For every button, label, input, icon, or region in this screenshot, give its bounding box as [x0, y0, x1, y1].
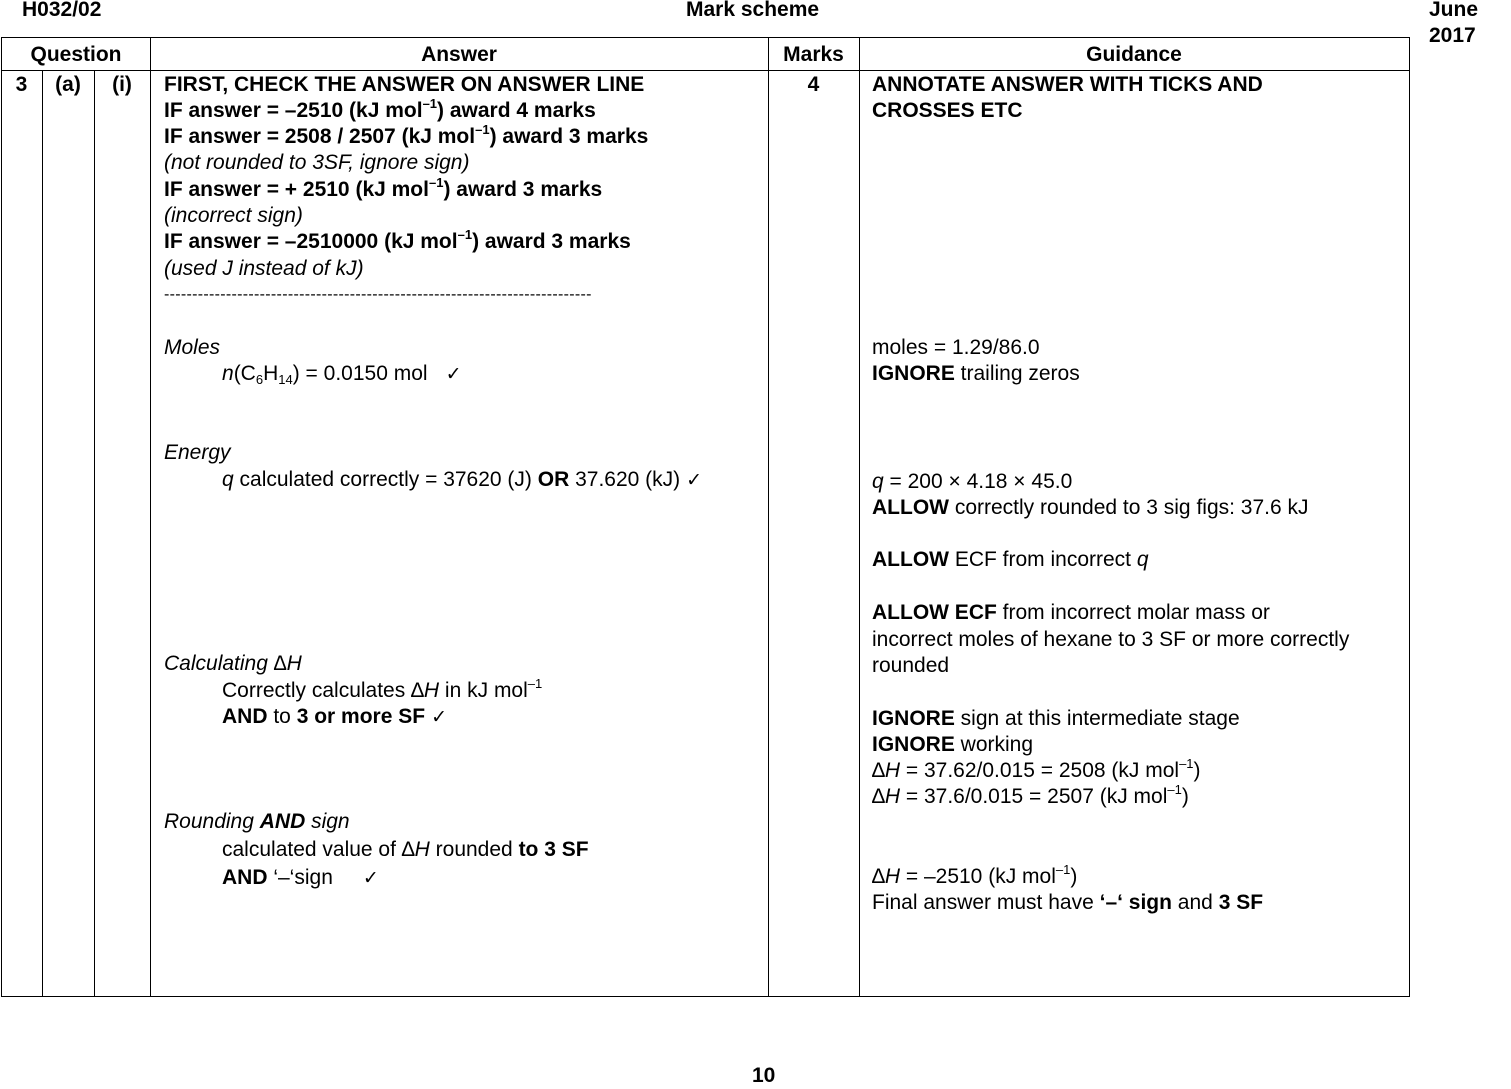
table-header-divider	[1, 70, 1410, 71]
answer-check-line: FIRST, CHECK THE ANSWER ON ANSWER LINE	[164, 73, 645, 96]
guidance-ignore-zeros: IGNORE trailing zeros	[872, 362, 1080, 385]
guidance-ignore-sign: IGNORE sign at this intermediate stage	[872, 707, 1240, 730]
table-border-right	[1409, 37, 1410, 997]
guidance-allow-ecf-line1: ALLOW ECF from incorrect molar mass or	[872, 601, 1270, 624]
guidance-allow-ecf-line2: incorrect moles of hexane to 3 SF or more correctly	[872, 628, 1350, 651]
tick-icon: ✓	[431, 707, 447, 728]
guidance-allow-rounded: ALLOW correctly rounded to 3 sig figs: 37.6 kJ	[872, 496, 1309, 519]
delta-h-heading: Calculating ∆H	[164, 652, 302, 675]
table-border-left	[1, 37, 2, 997]
guidance-allow-ecf-q: ALLOW ECF from incorrect q	[872, 548, 1149, 571]
column-header-guidance: Guidance	[1086, 43, 1182, 66]
answer-separator: ----------------------------------------------------------------------------	[164, 286, 592, 303]
column-header-marks: Marks	[783, 43, 844, 66]
document-date: June 2017	[1429, 0, 1479, 47]
answer-note-unrounded: (not rounded to 3SF, ignore sign)	[164, 151, 470, 174]
guidance-annotate-line1: ANNOTATE ANSWER WITH TICKS AND	[872, 73, 1263, 96]
table-border-top	[1, 37, 1410, 38]
col-divider	[150, 37, 151, 997]
guidance-allow-ecf-line3: rounded	[872, 654, 950, 677]
page-number: 10	[752, 1064, 776, 1087]
energy-heading: Energy	[164, 441, 231, 464]
document-code: H032/02	[22, 0, 102, 21]
table-border-bottom	[1, 996, 1410, 997]
answer-if-4-marks: IF answer = –2510 (kJ mol$^{-1}$) award 4 marks	[164, 96, 596, 122]
delta-h-line2: AND to 3 or more SF ✓	[222, 705, 447, 728]
tick-icon: ✓	[686, 470, 703, 491]
col-divider	[42, 70, 43, 997]
marks-value: 4	[807, 73, 820, 96]
guidance-final-value: ∆H = –2510 (kJ mol$^{-1}$)	[872, 862, 1078, 888]
answer-if-unrounded: IF answer = 2508 / 2507 (kJ mol$^{-1}$) award 3 marks	[164, 122, 649, 148]
rounding-line2: AND ‘–‘sign ✓	[222, 866, 379, 889]
moles-heading: Moles	[164, 336, 221, 359]
energy-statement: q calculated correctly = 37620 (J) OR 37.620 (kJ) ✓	[222, 468, 703, 491]
delta-h-line1: Correctly calculates ∆H in kJ mol$^{-1}$	[222, 676, 543, 702]
tick-icon: ✓	[445, 364, 462, 385]
tick-icon: ✓	[362, 868, 379, 889]
answer-if-joules: IF answer = –2510000 (kJ mol$^{-1}$) award 3 marks	[164, 227, 631, 253]
answer-note-wrong-sign: (incorrect sign)	[164, 204, 303, 227]
col-divider	[94, 70, 95, 997]
rounding-heading: Rounding AND sign	[164, 810, 350, 833]
question-number: 3	[15, 73, 28, 96]
column-header-answer: Answer	[421, 43, 497, 66]
document-title: Mark scheme	[686, 0, 820, 21]
moles-statement: $n(C_6H_{14}) = 0.0150$ mol ✓	[222, 362, 462, 387]
column-header-question: Question	[30, 43, 122, 66]
answer-note-joules: (used J instead of kJ)	[164, 257, 364, 280]
col-divider	[859, 37, 860, 997]
guidance-calc-2508: ∆H = 37.62/0.015 = 2508 (kJ mol$^{-1}$)	[872, 756, 1201, 782]
rounding-line1: calculated value of ∆H rounded to 3 SF	[222, 838, 589, 861]
guidance-moles: moles = 1.29/86.0	[872, 336, 1040, 359]
guidance-annotate-line2: CROSSES ETC	[872, 99, 1023, 122]
guidance-ignore-working: IGNORE working	[872, 733, 1034, 756]
answer-if-wrong-sign: IF answer = + 2510 (kJ mol$^{-1}$) award 3 marks	[164, 175, 603, 201]
col-divider	[768, 37, 769, 997]
guidance-final-requirement: Final answer must have ‘–‘ sign and 3 SF	[872, 891, 1264, 914]
guidance-calc-2507: ∆H = 37.6/0.015 = 2507 (kJ mol$^{-1}$)	[872, 782, 1189, 808]
question-subpart: (i)	[112, 73, 132, 96]
question-part: (a)	[55, 73, 81, 96]
guidance-q-calc: q = 200 × 4.18 × 45.0	[872, 470, 1073, 493]
